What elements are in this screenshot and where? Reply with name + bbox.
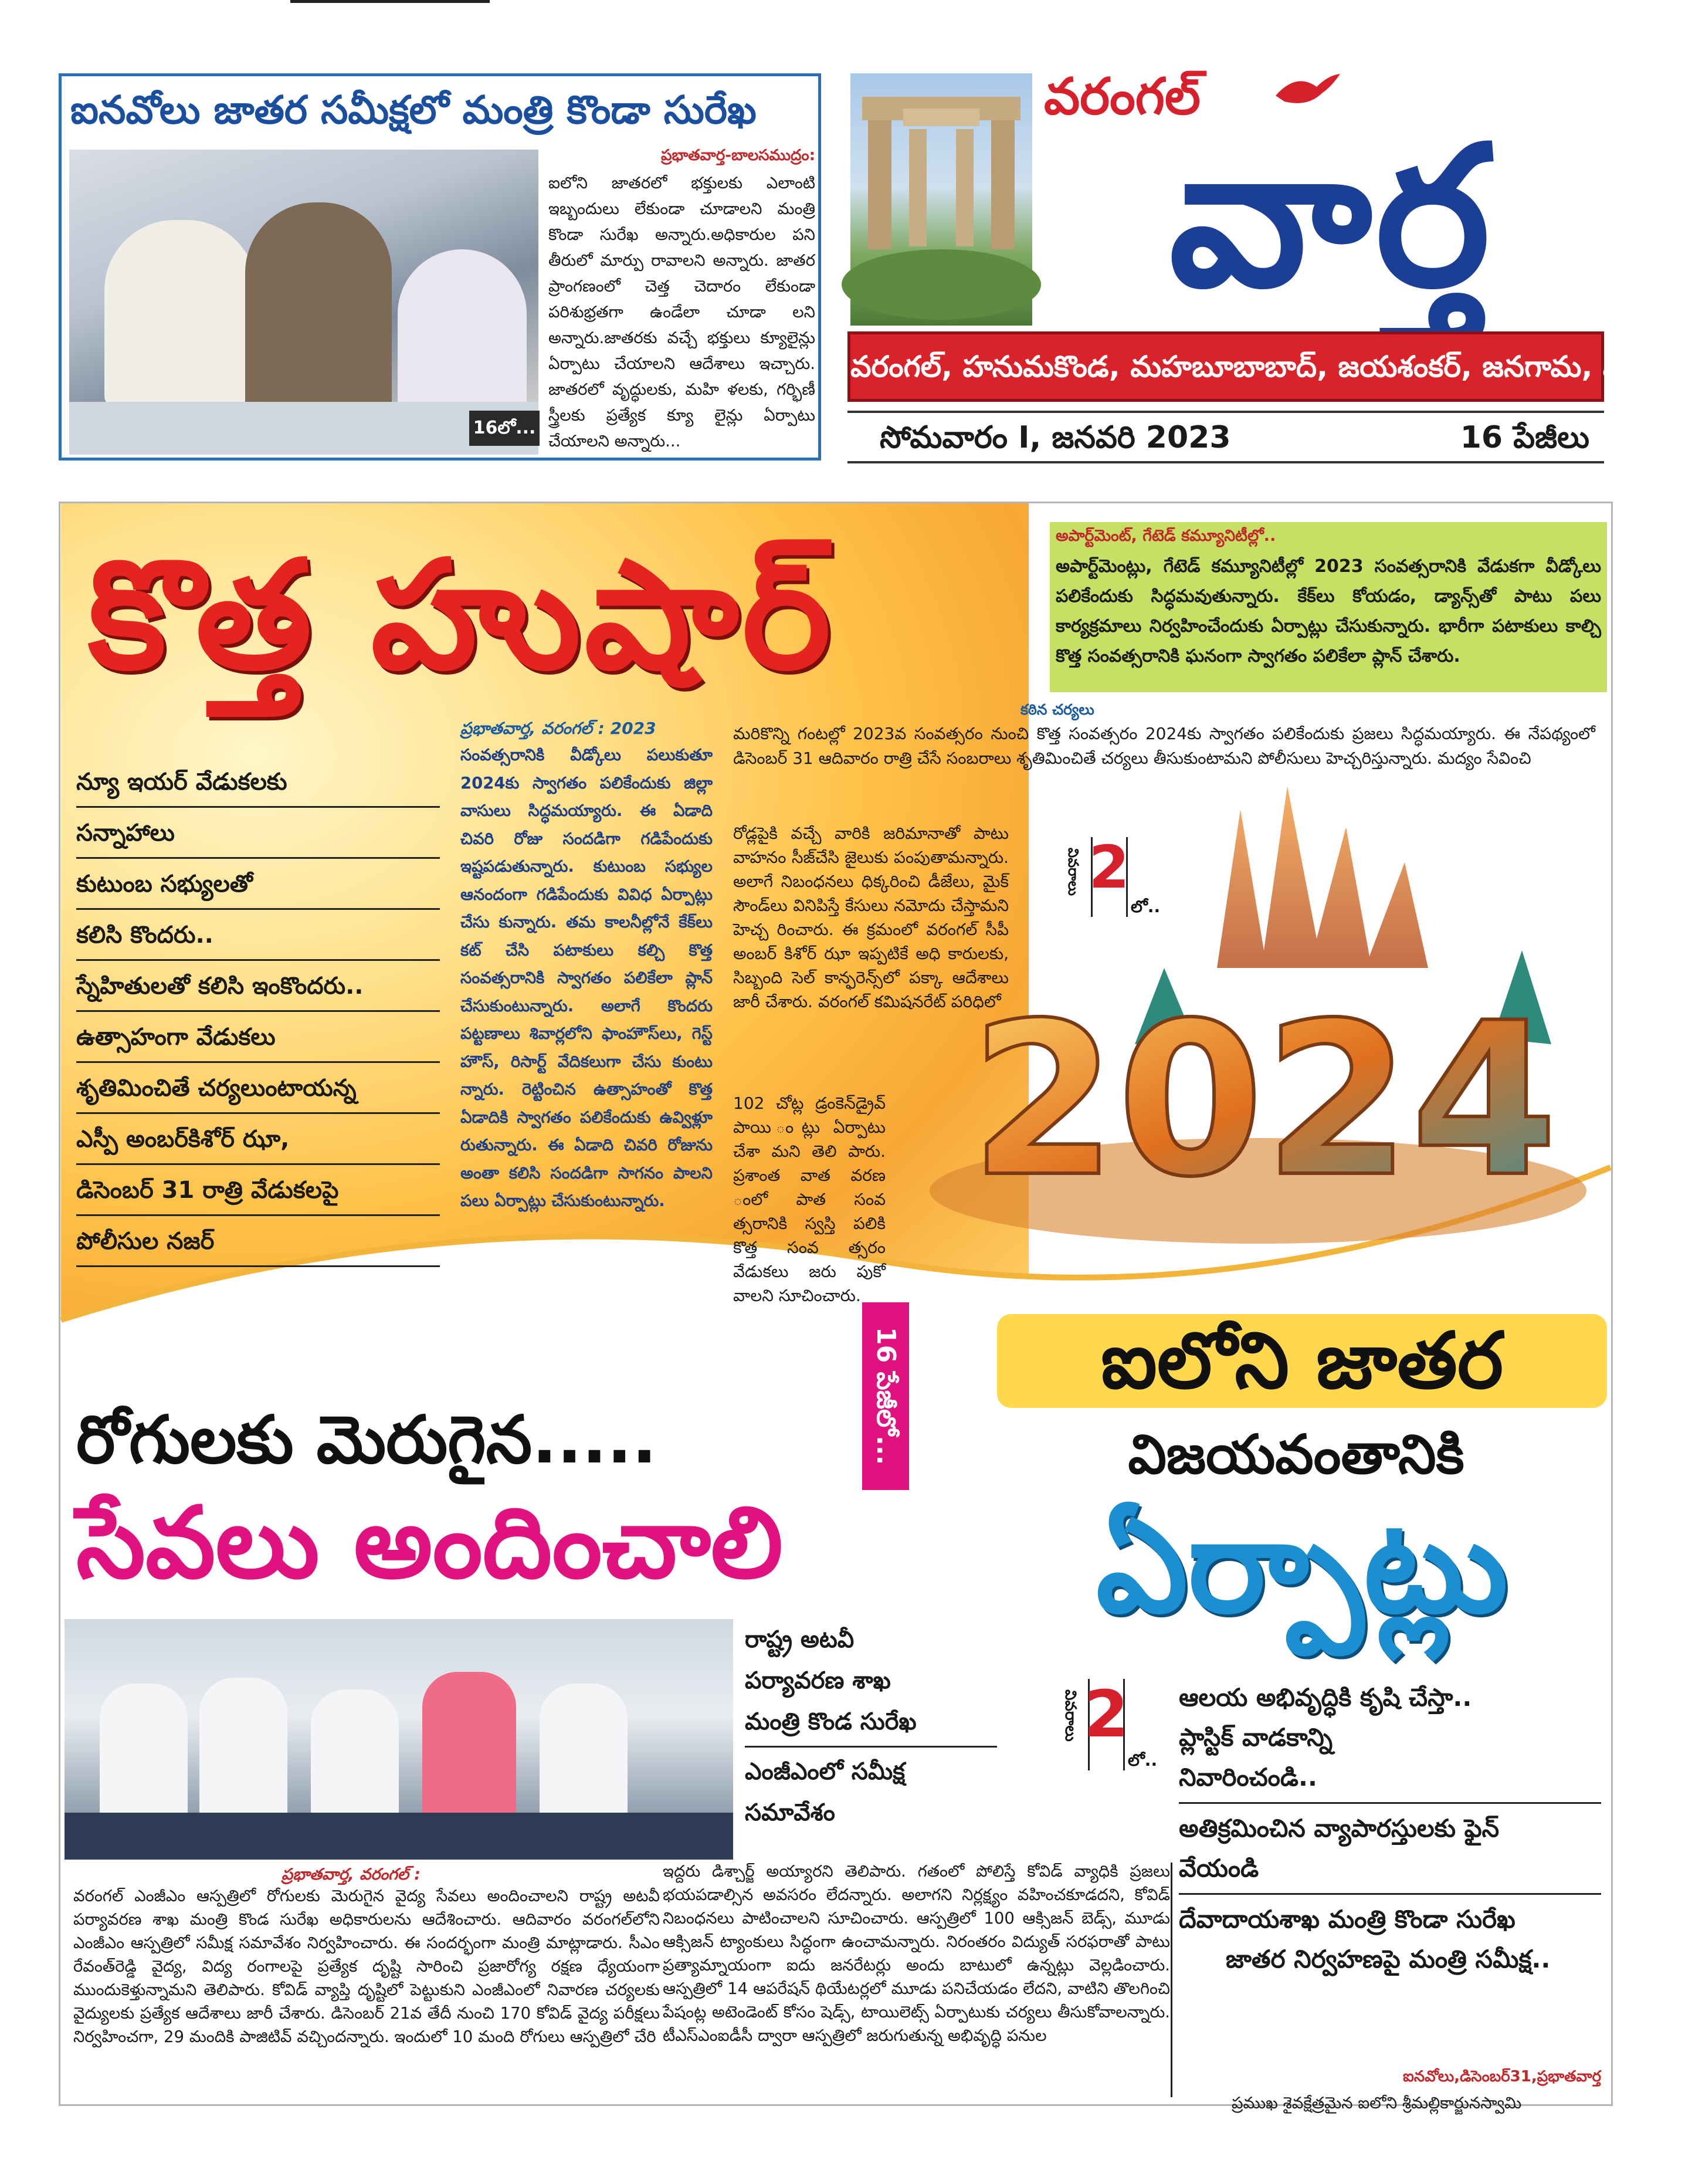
jatara-point: దేవాదాయశాఖ మంత్రి కొండా సురేఖ	[1179, 1905, 1515, 1934]
meeting-photo	[65, 1619, 733, 1860]
jatara-body: ప్రముఖ శైవక్షేత్రమైన ఐలోని శ్రీమల్లికార్జునస్వామి	[1232, 2094, 1522, 2112]
health-headline-line1[interactable]: రోగులకు మెరుగైన.....	[76, 1402, 657, 1478]
main-body-column: సంవత్సరానికి వీడ్కోలు పలుకుతూ 2024కు స్వాగతం పలికేందుకు జిల్లా వాసులు సిద్ధమయ్యారు. ఈ ఏడాది చివరి రోజు సందడిగా గడిపేందుకు ఇష్టపడుతున్నారు. కుటుంబ సభ్యుల ఆనందంగా గడిపేందుకు వివిధ ఏర్పాట్లు చేసు కున్నారు. తమ కాలనీల్లోనే కేక్‌లు కట్ చేసి పటాకులు కల్చి కొత్త సంవత్సరానికి స్వాగతం పలికేలా ప్లాన్ చేసుకుంటున్నారు. అలాగే కొందరు పట్టణాలు శివార్లలోని ఫాంహౌస్‌లు, గెస్ట్ హౌస్, రిసార్ట్ వేదికలుగా చేసు కుంటు న్నారు. రెట్టించిన ఉత్సాహంతో కొత్త ఏడాదికి స్వాగతం పలికేందుకు ఉవ్విళ్లూ రుతున్నారు. ఈ ఏడాది చివరి రోజును అంతా కలిసి సందడిగా సాగనం పాలని పలు ఏర్పాట్లు చేసుకుంటున్నారు.	[460, 746, 713, 1210]
jatara-point: నివారించండి..	[1179, 1763, 1317, 1792]
main-headline[interactable]: కొత్త హుషార్	[88, 529, 835, 703]
jatara-point: ఆలయ అభివృద్ధికి కృషి చేస్తా..	[1179, 1683, 1472, 1712]
health-headline-line2[interactable]: సేవలు అందించాలి	[76, 1485, 783, 1600]
highlight-item: కుటుంబ సభ్యులతో	[76, 859, 440, 910]
highlight-item: శృతిమించితే చర్యలుంటాయన్న	[76, 1063, 440, 1114]
point-divider	[1179, 1802, 1601, 1804]
apartment-subhead: అపార్ట్‌మెంట్, గేటెడ్ కమ్యూనిటీల్లో..	[1056, 527, 1276, 545]
teaser-headline[interactable]: ఐనవోలు జాతర సమీక్షలో మంత్రి కొండా సురేఖ	[70, 87, 757, 133]
jump-vertical-label: వివరాలు	[1062, 1689, 1079, 1742]
masthead-photo	[850, 73, 1032, 326]
photo-person	[104, 220, 257, 408]
stone-arch-illustration	[850, 73, 1032, 326]
jatara-headline[interactable]: ఐలోని జాతర	[997, 1314, 1607, 1408]
highlight-item: సన్నాహాలు	[76, 808, 440, 859]
section-subhead: కఠిన చర్యలు	[1020, 701, 1094, 718]
art-year-text: 2024	[970, 977, 1558, 1223]
photo-person	[311, 1689, 399, 1830]
health-point: ఎంజీఎంలో సమీక్ష	[745, 1758, 906, 1785]
jump-number: 2	[1089, 833, 1130, 902]
teaser-body: ఐలోని జాతరలో భక్తులకు ఎలాంటి ఇబ్బందులు లేకుండా చూడాలని మంత్రి కొండా సురేఖ అన్నారు.అధికారుల పని తీరులో మార్పు రావాలని అన్నారు. జాతర ప్రాంగణంలో చెత్త చెదారం లేకుండా పరిశుభ్రతగా ఉండేలా చూడా లని అన్నారు.జాతరకు వచ్చే భక్తులు క్యూలైన్లు ఏర్పాటు చేయాలని ఆదేశాలు ఇచ్చారు. జాతరలో వృద్ధులకు, మహి ళలకు, గర్భిణీ స్త్రీలకు ప్రత్యేక క్యూ లైన్లు ఏర్పాటు చేయాలని అన్నారు...	[548, 174, 815, 451]
column-divider	[1171, 1863, 1172, 2097]
photo-person	[540, 1684, 628, 1830]
page-count: 16 పేజీలు	[1460, 420, 1589, 455]
health-byline: ప్రభాతవార్త, వరంగల్ :	[282, 1865, 421, 1884]
jump-suffix: లో..	[1128, 1750, 1158, 1770]
health-point: రాష్ట్ర అటవీ	[745, 1626, 855, 1653]
health-point: సమావేశం	[745, 1799, 835, 1826]
masthead-title: వార్త	[1169, 104, 1494, 330]
jatara-subheadline: విజయవంతానికి	[1128, 1423, 1464, 1486]
photo-person	[100, 1684, 188, 1830]
main-byline: ప్రభాతవార్త, వరంగల్ : 2023	[460, 719, 656, 738]
photo-person	[199, 1678, 287, 1830]
detail-jump-marker[interactable]	[1056, 833, 1167, 918]
jatara-point: వేయండి	[1179, 1854, 1259, 1882]
photo-table	[69, 402, 538, 455]
jatara-point: జాతర నిర్వహణపై మంత్రి సమీక్ష..	[1226, 1945, 1551, 1973]
jump-vertical-label: వివరాలు	[1065, 848, 1081, 896]
jatara-byline: ఐనవోలు,డిసెంబర్31,ప్రభాతవార్త	[1402, 2068, 1601, 2085]
highlight-item: పోలీసుల నజర్	[76, 1216, 440, 1267]
jump-suffix: లో..	[1131, 897, 1161, 916]
district-banner: వరంగల్, హనుమకొండ, మహబూబాబాద్, జయశంకర్, జనగామ, ములుగు	[847, 331, 1604, 402]
health-body-column: వరంగల్ ఎంజీఎం ఆస్పత్రిలో రోగులకు మెరుగైన వైద్య సేవలు అందించాలని రాష్ట్ర అటవీ పర్యావరణ శాఖ మంత్రి కొండ సురేఖ అధికారులను ఆదేశించారు. ఆదివారం వరంగల్‌లోని ఎంజీఎం ఆస్పత్రిలో సమీక్ష సమావేశం నిర్వహించారు. ఈ సందర్భంగా మంత్రి మాట్లాడారు. సీఎం రేవంత్‌రెడ్డి వైద్య, విద్య రంగాలపై ప్రత్యేక దృష్టి సారించి ప్రజారోగ్య రక్షణ ధ్యేయంగా ముందుకెళ్తున్నామని తెలిపారు. కోవిడ్ వ్యాప్తి దృష్టిలో పెట్టుకుని ఎంజీఎంలో నివారణ చర్యలకు వైద్యులకు ప్రత్యేక ఆదేశాలు జారీ చేశారు. డిసెంబర్ 21వ తేదీ నుంచి 170 కోవిడ్ వైద్య పరీక్షలు నిర్వహించగా, 29 మందికి పాజిటివ్ వచ్చిందన్నారు. ఇందులో 10 మంది రోగులు ఆస్పత్రిలో చేరి	[73, 1887, 660, 2046]
highlight-item: న్యూ ఇయర్ వేడుకలకు	[76, 757, 440, 808]
photo-person	[422, 1672, 516, 1830]
masthead-prefix: వరంగల్	[1044, 67, 1201, 126]
health-body-column: ఇద్దరు డిశ్చార్జ్ అయ్యారని తెలిపారు. గతంలో పోలిస్తే కోవిడ్ వ్యాధికి ప్రజలు భయపడాల్సిన అవసరం లేదన్నారు. అలాగని నిర్లక్ష్యం వహించకూడదని, కోవిడ్ నిబంధనలు పాటించాలని సూచించారు. ఆస్పత్రిలో 100 ఆక్సిజన్ బెడ్స్, మూడు ఆక్సిజన్ ట్యాంకులు సిద్ధంగా ఉంచామన్నారు. నిరంతరం విద్యుత్ సరఫరాతో పాటు ప్రత్యామ్నాయంగా ఐదు జనరేటర్లు అందు బాటులో ఉన్నట్లు వెల్లడించారు. ఆస్పత్రిలో 14 ఆపరేషన్ థియేటర్లలో మూడు పనిచేయడం లేదని, వాటిని తొలగించి పేషంట్ల అటెండెంట్ కోసం షెడ్స్, టాయిలెట్స్ ఏర్పాటుకు చర్యలు తీసుకోవాలన్నారు. టీఎస్ఎంఐడీసీ ద్వారా ఆస్పత్రిలో జరుగుతున్న అభివృద్ధి పనుల	[663, 1862, 1170, 2045]
highlights-list	[76, 757, 440, 1267]
jatara-point: అతిక్రమించిన వ్యాపారస్తులకు ఫైన్	[1179, 1814, 1500, 1843]
teaser-byline: ప్రభాతవార్త-బాలసముద్రం:	[660, 147, 815, 164]
apartment-body: అపార్ట్‌మెంట్లు, గేటెడ్ కమ్యూనిటీల్లో 2023 సంవత్సరానికి వేడుకగా వీడ్కోలు పలికేందుకు సిద్ధమవుతున్నారు. కేక్‌లు కోయడం, డ్యాన్స్‌తో పాటు పలు కార్యక్రమాలు నిర్వహించేందుకు ఏర్పాట్లు చేసుకున్నారు. భారీగా పటాకులు కాల్చి కొత్త సంవత్సరానికి ఘనంగా స్వాగతం పలికేలా ప్లాన్ చేశారు.	[1056, 556, 1601, 666]
photo-table	[65, 1813, 733, 1860]
jatara-point: ప్లాస్టిక్ వాడకాన్ని	[1179, 1723, 1333, 1752]
health-point: మంత్రి కొండ సురేఖ	[745, 1708, 917, 1735]
point-divider	[1179, 1893, 1601, 1895]
highlight-item: ఉత్సాహంగా వేడుకలు	[76, 1012, 440, 1063]
year-2024-artwork	[889, 774, 1607, 1255]
body-text: 102 చోట్ల డ్రంకెన్‌డ్రైవ్ పాయి ంట్లు ఏర్పాటు చేశా మని తెలి పారు. ప్రశాంత వాత వరణ ంలో పాత సంవ త్సరానికి స్వస్తి పలికి కొత్త సంవ త్సరం వేడుకలు జరు పుకో వాలని సూచించారు.	[733, 1093, 886, 1305]
jump-number: 2	[1083, 1677, 1129, 1752]
point-divider	[745, 1746, 997, 1748]
highlight-item: ఎస్పీ అంబర్‌కిశోర్ ఝా,	[76, 1114, 440, 1165]
highlight-item: స్నేహితులతో కలిసి ఇంకొందరు..	[76, 961, 440, 1012]
photo-person	[398, 249, 527, 425]
highlight-item: డిసెంబర్ 31 రాత్రి వేడుకలపై	[76, 1165, 440, 1216]
top-rule	[290, 0, 490, 3]
jatara-points	[1179, 1678, 1601, 1979]
health-point: పర్యావరణ శాఖ	[745, 1667, 891, 1694]
teaser-photo	[69, 150, 538, 455]
health-points	[745, 1619, 997, 1833]
page-jump-tag[interactable]: 16 పేజీలో...	[862, 1302, 909, 1490]
issue-date: సోమవారం I, జనవరి 2023	[880, 420, 1231, 455]
highlight-item: కలిసి కొందరు..	[76, 910, 440, 961]
body-text: మరికొన్ని గంటల్లో 2023వ సంవత్సరం నుంచి కొత్త సంవత్సరం 2024కు స్వాగతం పలికేందుకు ప్రజలు సిద్ధమయ్యారు. ఈ నేపథ్యంలో డిసెంబర్ 31 ఆదివారం రాత్రి చేసే సంబరాలు శృతిమించితే చర్యలు తీసుకుంటామని పోలీసులు హెచ్చరిస్తున్నారు. మద్యం సేవించి	[733, 724, 1595, 768]
photo-person	[245, 202, 392, 425]
body-text: రోడ్లపైకి వచ్చే వారికి జరిమానాతో పాటు వాహనం సీజ్‌చేసి జైలుకు పంపుతామన్నారు. అలాగే నిబంధనలు ధిక్కరించి డీజేలు, మైక్ సౌండ్‌లు వినిపిస్తే కేసులు నమోదు చేస్తామని హెచ్చ రించారు. ఈ క్రమంలో వరంగల్ సీపీ అంబర్ కిశోర్ ఝా ఇప్పటికే అధి కారులకు, సిబ్బంది సెల్ కాన్ఫరెన్స్‌లో పక్కా ఆదేశాలు జారీ చేశారు. వరంగల్ కమిషనరేట్ పరిధిలో	[733, 824, 1009, 1011]
detail-jump-marker[interactable]	[1053, 1678, 1164, 1772]
teaser-jump-tag[interactable]: 16లో...	[469, 411, 540, 446]
jatara-big-headline[interactable]: ఏర్పాట్లు	[1096, 1491, 1508, 1641]
